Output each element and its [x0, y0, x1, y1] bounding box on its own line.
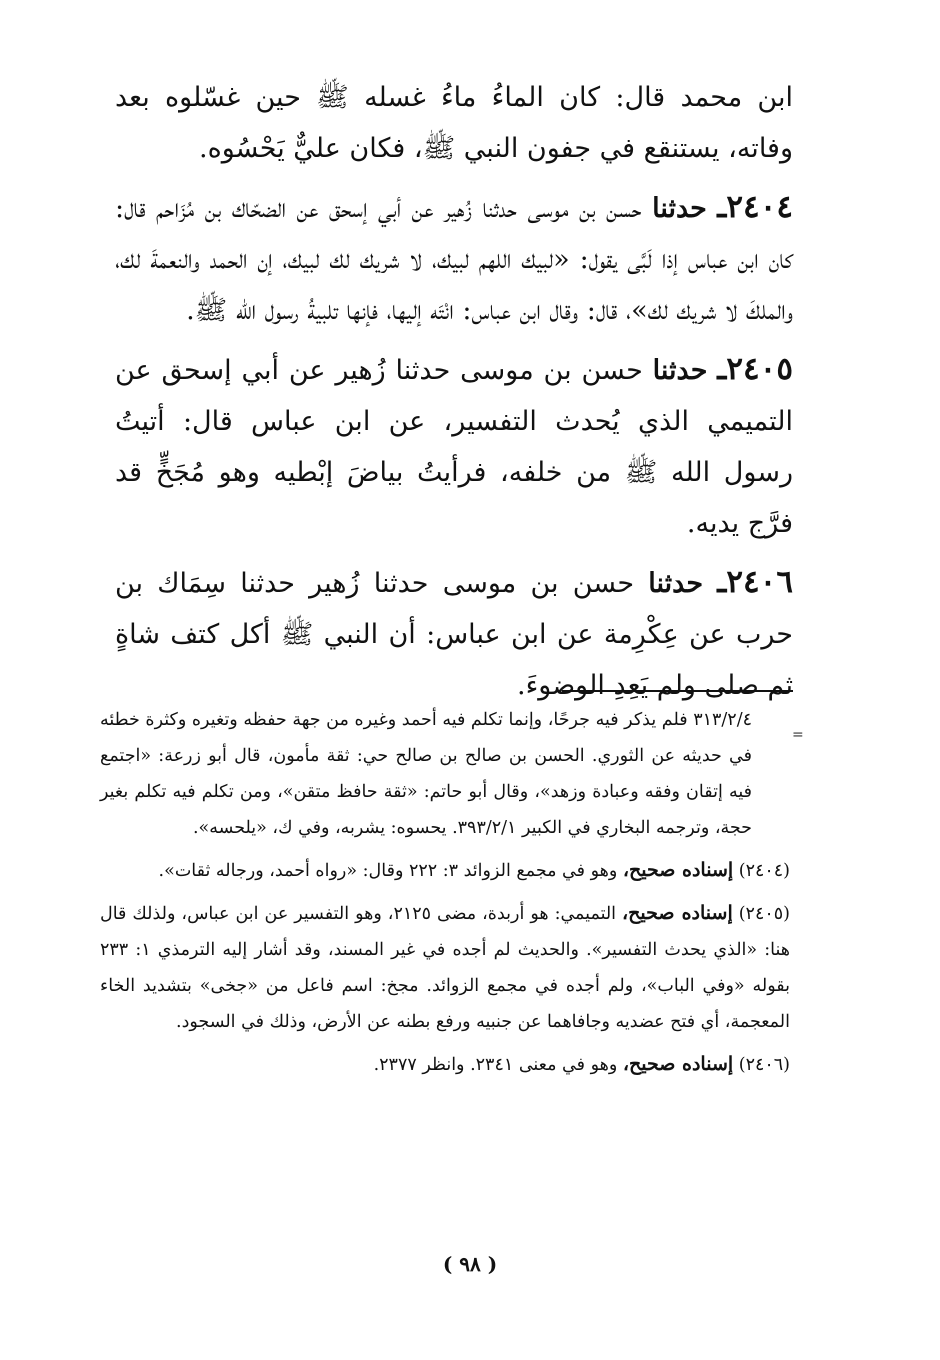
- footnote-text: وهو في مجمع الزوائد ٣: ٢٢٢ وقال: «رواه أحمد، ورجاله ثقات».: [158, 861, 618, 881]
- footnote-grade: إسناده صحيح،: [622, 859, 734, 881]
- footnote-2404: [100, 852, 790, 889]
- footnote-number: (٢٤٠٤): [738, 861, 790, 881]
- footnote-separator: [562, 690, 793, 692]
- hadith-number: ٢٤٠٦ـ: [717, 564, 793, 600]
- footnote-2406: [100, 1046, 790, 1083]
- hadith-number: ٢٤٠٤ـ: [717, 189, 793, 225]
- hadith-2404: [115, 182, 793, 336]
- footnote-text: التميمي: هو أربدة، مضى ٢١٢٥، وهو التفسير عن ابن عباس، ولذلك قال هنا: «الذي يحدث التفسير». والحديث لم أجده في غير المسند، وقد أشار إليه الترمذي ١: ٢٣٣ بقوله «وفي الباب»، ولم أجده في مجمع الزوائد. مجخ: اسم فاعل من «جخى» بتشديد الخاء المعجمة، أي فتح عضديه وجافاهما عن جنبيه ورفع بطنه عن الأرض، وذلك في السجود.: [100, 904, 790, 1032]
- continuation-marker: =: [792, 727, 804, 743]
- paragraph-continuation: ابن محمد قال: كان الماءُ ماءُ غسله ﷺ حين غسّلوه بعد وفاته، يستنقع في جفون النبي ﷺ، فكان عليٌّ يَحْسُوه.: [115, 82, 793, 164]
- footnote-number: (٢٤٠٦): [738, 1055, 790, 1075]
- page-number: ( ٩٨ ): [442, 1252, 498, 1276]
- footnote-2405: [100, 895, 790, 1040]
- footnote-number: (٢٤٠٥): [738, 904, 790, 924]
- hadith-text: حسن بن موسى حدثنا زُهير عن أبي إسحق عن التميمي الذي يُحدث التفسير، عن ابن عباس قال: أتيتُ رسول الله ﷺ من خلفه، فرأيتُ بياضَ إبْطيه وهو مُجَخٍّ قد فرَّج يديه.: [115, 355, 793, 539]
- main-text: [115, 72, 793, 719]
- footnote-grade: إسناده صحيح،: [622, 1053, 734, 1075]
- hadith-lead: حدثنا: [652, 355, 708, 386]
- footnotes: [100, 702, 790, 1089]
- hadith-number: ٢٤٠٥ـ: [717, 351, 793, 387]
- hadith-lead: حدثنا: [652, 193, 707, 224]
- footnote-text: وهو في معنى ٢٣٤١. وانظر ٢٣٧٧.: [373, 1055, 618, 1075]
- hadith-lead: حدثنا: [648, 568, 704, 599]
- hadith-text: حسن بن موسى حدثنا زُهير عن أبي إسحق عن الضحّاك بن مُزَاحم قال: كان ابن عباس إذا لَبَّى يقول: «لبيك اللهم لبيك، لا شريك لك لبيك، إن الحمد والنعمةَ لك، والملكَ لا شريك لك»، قال: وقال ابن عباس: انْتَه إليها، فإنها تلبيةُ رسول الله ﷺ.: [115, 193, 793, 326]
- footnote-grade: إسناده صحيح،: [622, 902, 733, 924]
- hadith-text: حسن بن موسى حدثنا زُهير حدثنا سِمَاك بن حرب عن عِكْرِمة عن ابن عباس: أن النبي ﷺ أكل كتف شاةٍ ثم صلى ولم يَعِدِ الوضوءَ.: [115, 568, 793, 701]
- hadith-2405: [115, 344, 793, 549]
- hadith-2406: [115, 557, 793, 711]
- footnote-continuation: ٣١٣/٢/٤ فلم يذكر فيه جرحًا، وإنما تكلم فيه أحمد وغيره من جهة حفظه وتغيره وكثرة خطئه في حديثه عن الثوري. الحسن بن صالح بن صالح حي: ثقة مأمون، قال أبو زرعة: «اجتمع فيه إتقان وفقه وعبادة وزهد»، وقال أبو حاتم: «ثقة حافظ متقن»، ومن تكلم فيه تكلم بغير حجة، وترجمه البخاري في الكبير ٣٩٣/٢/١. يحسوه: يشربه، وفي ك، «يلحسه».: [100, 710, 753, 838]
